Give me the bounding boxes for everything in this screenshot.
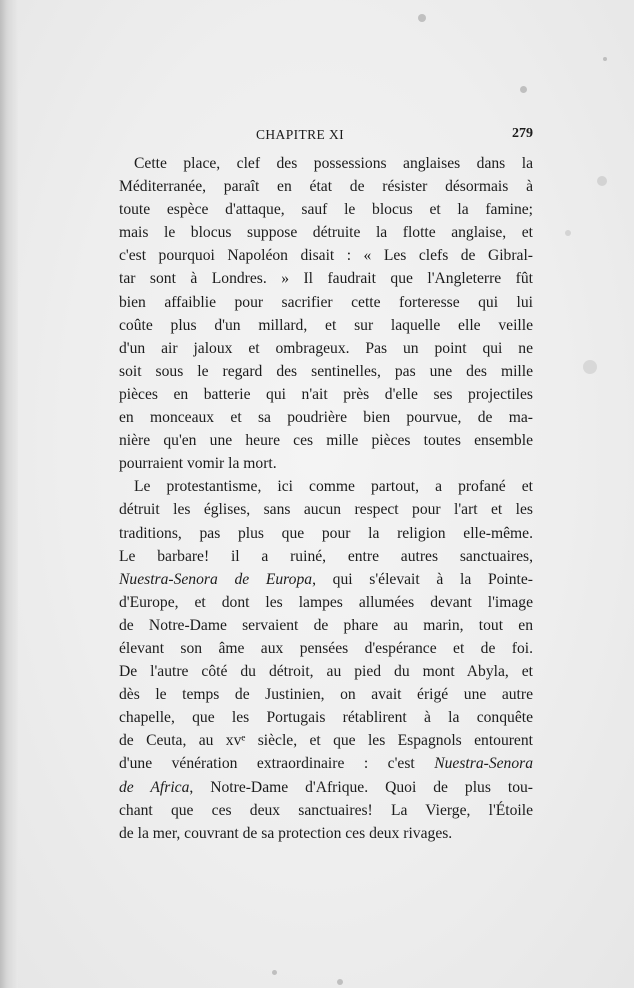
chapter-title: CHAPITRE XI [256,127,345,142]
paragraph [119,152,533,475]
foxing-spot [520,86,527,93]
text-run: détruit les églises, sans aucun respect pour l'art et les [119,501,533,519]
foxing-spot [603,57,607,61]
text-run: chant que ces deux sanctuaires! La Vierge, l'Étoile [119,801,533,819]
text-run: en monceaux et sa poudrière bien pourvue, de ma- [119,409,533,427]
text-run: nière qu'en une heure ces mille pièces toutes ensemble [119,432,533,450]
text-run: Le barbare! il a ruiné, entre autres sanctuaires, [119,547,533,565]
text-line [119,429,533,452]
text-line [119,822,533,845]
text-run: bien affaiblie pour sacrifier cette forteresse qui lui [119,293,533,311]
text-run: Le protestantisme, ici comme partout, a profané et [134,478,533,496]
text-run: élevant son âme aux pensées d'espérance et de foi. [119,639,533,657]
text-line [119,637,533,660]
text-line [119,244,533,267]
text-run: coûte plus d'un millard, et sur laquelle elle veille [119,316,533,334]
text-line [119,522,533,545]
text-line [119,614,533,637]
text-run: chapelle, que les Portugais rétablirent à la conquête [119,709,533,727]
text-run: Cette place, clef des possessions anglaises dans la [134,155,533,172]
italic-text: de Africa [119,778,190,796]
text-run: toute espèce d'attaque, sauf le blocus et la famine; [119,201,533,219]
paragraph [119,475,533,845]
text-run: tar sont à Londres. » Il faudrait que l'Angleterre fût [119,270,533,288]
text-line [119,406,533,429]
text-run: d'une vénération extraordinaire : c'est [119,755,435,773]
text-run: d'Europe, et dont les lampes allumées devant l'image [119,593,533,611]
italic-text: Nuestra-Senora [434,755,533,773]
text-run: de la mer, couvrant de sa protection ces deux rivages. [119,824,453,842]
text-run: de Notre-Dame servaient de phare au marin, tout en [119,616,533,634]
text-line [119,498,533,521]
running-head [118,127,533,147]
text-line [119,545,533,568]
text-line [119,360,533,383]
text-run: pourraient vomir la mort. [119,455,277,473]
text-line [119,568,533,591]
text-line [119,475,533,498]
text-run: Méditerranée, paraît en état de résister désormais à [119,178,533,196]
text-line [119,267,533,290]
text-run: de Ceuta, au xvᵉ siècle, et que les Espagnols entourent [119,732,533,750]
text-line [119,383,533,406]
text-line [119,152,533,175]
page-gutter-shadow [0,0,18,988]
text-run: , Notre-Dame d'Afrique. Quoi de plus tou- [189,778,533,796]
text-line [119,337,533,360]
text-run: pièces en batterie qui n'ait près d'elle ses projectiles [119,385,533,403]
foxing-spot [583,360,597,374]
text-line [119,591,533,614]
foxing-spot [272,970,277,975]
text-run: d'un air jaloux et ombrageux. Pas un point qui ne [119,339,533,357]
text-run: dès le temps de Justinien, on avait érigé une autre [119,686,533,704]
text-line [119,752,533,775]
italic-text: Nuestra-Senora de Europa [119,570,313,588]
text-line [119,776,533,799]
text-line [119,175,533,198]
text-run: , qui s'élevait à la Pointe- [312,570,533,588]
text-line [119,198,533,221]
text-run: traditions, pas plus que pour la religion elle-même. [119,524,533,542]
text-line [119,799,533,822]
body-text [119,152,533,845]
foxing-spot [565,230,571,236]
text-run: mais le blocus suppose détruite la flotte anglaise, et [119,224,533,242]
text-run: c'est pourquoi Napoléon disait : « Les clefs de Gibral- [119,247,533,265]
foxing-spot [418,14,426,22]
page-number: 279 [512,126,533,141]
text-line [119,291,533,314]
text-line [119,221,533,244]
text-line [119,706,533,729]
text-line [119,729,533,752]
text-run: soit sous le regard des sentinelles, pas une des mille [119,362,533,380]
foxing-spot [337,979,343,985]
text-line [119,660,533,683]
text-run: De l'autre côté du détroit, au pied du mont Abyla, et [119,663,533,681]
foxing-spot [597,176,607,186]
text-line [119,314,533,337]
text-line [119,452,533,475]
text-line [119,683,533,706]
